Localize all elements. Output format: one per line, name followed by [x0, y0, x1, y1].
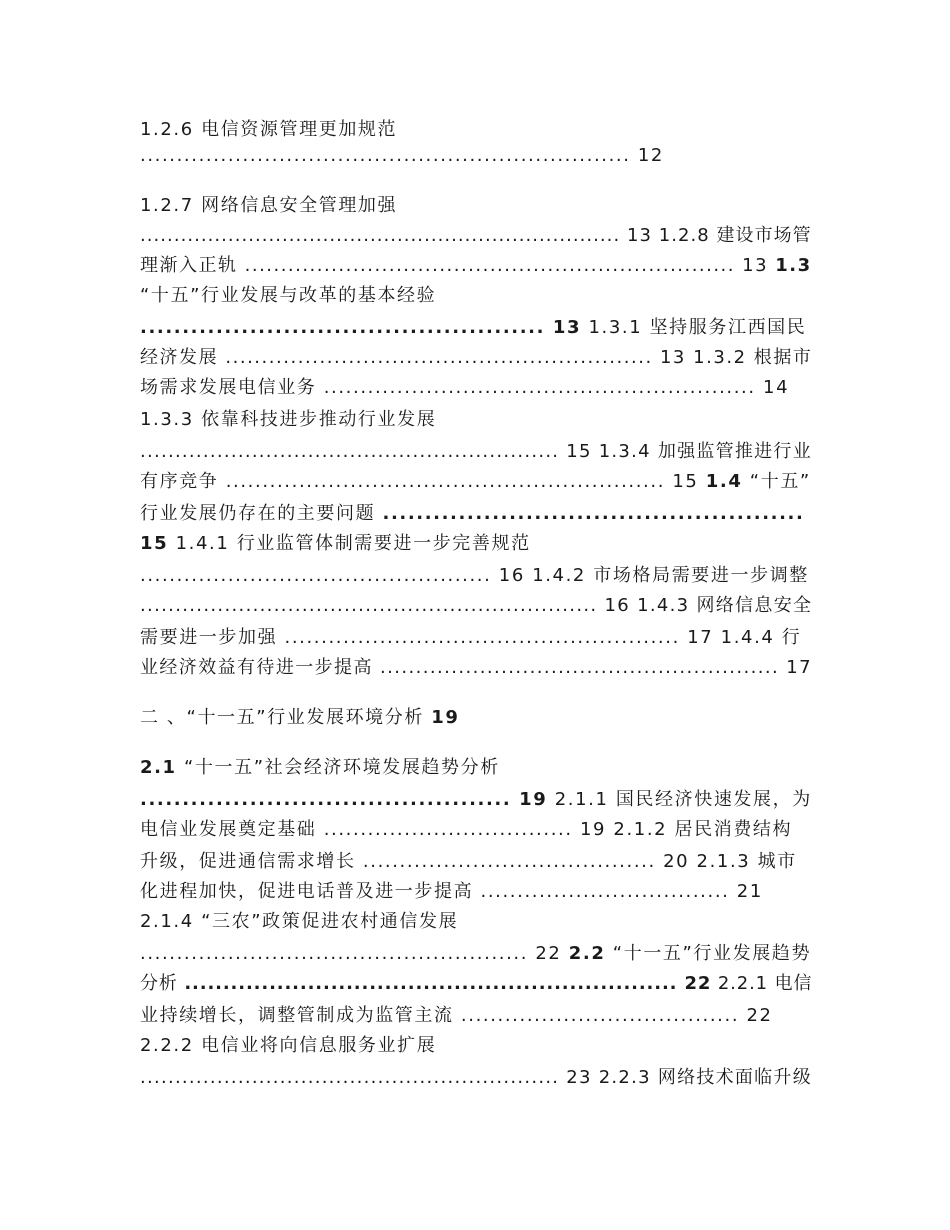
- toc-text: 业经济效益有待进一步提高 ........................................................ 17: [140, 657, 812, 678]
- toc-text: 15: [140, 533, 169, 554]
- toc-text: ....................................................................... 13 1.2.8 建设市场管: [140, 225, 812, 246]
- toc-line: [140, 706, 460, 730]
- toc-line: [140, 756, 500, 780]
- toc-text: 2.1.1 国民经济快速发展，为: [547, 789, 812, 810]
- toc-text: ................................................................. 16 1.4.3 网络信息安全: [140, 595, 813, 616]
- toc-text: 1.2.7 网络信息安全管理加强: [140, 195, 398, 216]
- toc-text: 2.1.4 “三农”政策促进农村通信发展: [140, 911, 459, 932]
- toc-text: ............................................ 19: [140, 789, 548, 810]
- toc-line: [140, 626, 801, 650]
- toc-text: 有序竞争 ............................................................ 15: [140, 471, 706, 492]
- toc-text: 1.4.1 行业监管体制需要进一步完善规范: [168, 533, 531, 554]
- toc-line: [140, 440, 812, 464]
- toc-text: “十一五”社会经济环境发展趋势分析: [176, 757, 500, 778]
- toc-text: “十一五”行业发展趋势: [605, 943, 812, 964]
- toc-line: [140, 470, 811, 494]
- toc-line: [140, 316, 806, 340]
- toc-line: [140, 788, 812, 812]
- toc-text: 2.1: [140, 757, 177, 778]
- toc-line: [140, 194, 397, 218]
- toc-text: 行业发展仍存在的主要问题: [140, 503, 383, 524]
- toc-text: 19: [431, 707, 460, 728]
- toc-line: [140, 224, 812, 248]
- toc-text: ................................................................... 12: [140, 145, 664, 166]
- toc-text: 理渐入正轨 .................................................................... 13: [140, 255, 776, 276]
- toc-text: ..................................................... 22: [140, 943, 569, 964]
- toc-text: “十五”行业发展与改革的基本经验: [140, 285, 437, 306]
- toc-text: 需要进一步加强 ...................................................... 17 1.4.4 行: [140, 627, 802, 648]
- toc-text: 升级，促进通信需求增长 ........................................ 20 2.1.3 城市: [140, 851, 797, 872]
- toc-text: ................................................ 16 1.4.2 市场格局需要进一步调整: [140, 565, 809, 586]
- toc-line: [140, 502, 804, 526]
- toc-line: [140, 408, 436, 432]
- toc-text: 1.3: [775, 255, 812, 276]
- toc-line: [140, 910, 458, 934]
- toc-text: ............................................................ 23 2.2.3 网络技术面临升级: [140, 1067, 812, 1088]
- toc-text: ................................................................ 22: [184, 973, 712, 994]
- toc-line: [140, 1034, 436, 1058]
- toc-text: 2.2.1 电信: [711, 973, 813, 994]
- toc-text: 化进程加快，促进电话普及进一步提高 .................................. 21: [140, 881, 763, 902]
- toc-text: ..................................................: [382, 503, 805, 524]
- toc-text: 场需求发展电信业务 ........................................................... 14: [140, 377, 790, 398]
- toc-text: 2.2: [568, 943, 606, 964]
- toc-line: [140, 254, 812, 278]
- toc-line: [140, 144, 664, 168]
- toc-line: [140, 818, 792, 842]
- toc-line: [140, 284, 436, 308]
- toc-line: [140, 564, 809, 588]
- toc-line: [140, 1066, 812, 1090]
- toc-line: [140, 850, 797, 874]
- toc-line: [140, 594, 812, 618]
- toc-line: [140, 1004, 773, 1028]
- toc-text: 分析: [140, 973, 185, 994]
- toc-line: [140, 118, 397, 142]
- toc-text: 经济发展 ........................................................... 13 1.3.2 根据市: [140, 347, 813, 368]
- toc-text: ............................................................ 15 1.3.4 加强监管推进行业: [140, 441, 812, 462]
- toc-text: 电信业发展奠定基础 .................................. 19 2.1.2 居民消费结构: [140, 819, 793, 840]
- toc-text: 1.3.3 依靠科技进步推动行业发展: [140, 409, 437, 430]
- toc-line: [140, 656, 812, 680]
- toc-line: [140, 376, 789, 400]
- toc-line: [140, 942, 811, 966]
- toc-line: [140, 972, 812, 996]
- toc-text: 1.2.6 电信资源管理更加规范: [140, 119, 398, 140]
- toc-text: 2.2.2 电信业将向信息服务业扩展: [140, 1035, 437, 1056]
- toc-line: [140, 880, 763, 904]
- toc-text: 二 、“十一五”行业发展环境分析: [140, 707, 432, 728]
- toc-text: ................................................ 13: [140, 317, 582, 338]
- toc-line: [140, 346, 812, 370]
- toc-text: “十五”: [742, 471, 811, 492]
- toc-text: 业持续增长，调整管制成为监管主流 ...................................... 22: [140, 1005, 773, 1026]
- toc-line: [140, 532, 531, 556]
- toc-text: 1.3.1 坚持服务江西国民: [581, 317, 807, 338]
- toc-text: 1.4: [705, 471, 743, 492]
